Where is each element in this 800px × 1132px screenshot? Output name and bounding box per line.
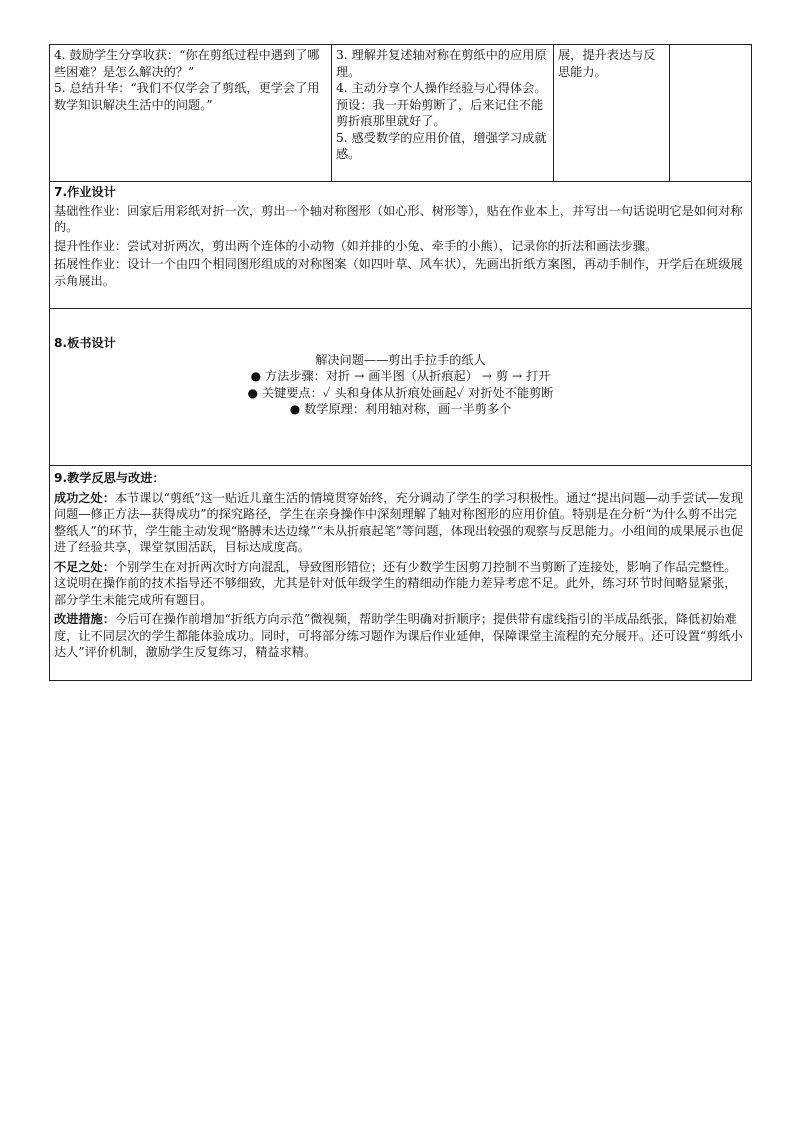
- design-intent-text: 展，提升表达与反思能力。: [558, 48, 656, 79]
- homework-row: [50, 182, 752, 309]
- reflection-title: 9.教学反思与改进：: [54, 471, 165, 485]
- board-heading: 解决问题——剪出手拉手的纸人: [315, 352, 486, 367]
- student-step-3: 3. 理解并复述轴对称在剪纸中的应用原理。: [336, 48, 547, 79]
- activity-row: [50, 45, 752, 182]
- reflection-weak: [54, 559, 747, 609]
- arrow-icon: →: [481, 369, 492, 383]
- method-step-1: 对折: [325, 369, 351, 383]
- weak-text: 个别学生在对折两次时方向混乱，导致图形错位；还有少数学生因剪刀控制不当剪断了连接处，影响了作品完整性。这说明在操作前的技术指导还不够细致，尤其是针对低年级学生的精细动作能力差异考虑不足。此外，练习环节时间略显紧张，部分学生未能完成所有题目。: [54, 559, 737, 607]
- board-cell: [50, 309, 752, 466]
- reflection-cell: [50, 466, 752, 681]
- lesson-table: [49, 44, 752, 681]
- keypoints-label: 关键要点：: [261, 385, 323, 400]
- bullet-icon: ●: [250, 369, 262, 383]
- design-intent-cell: [554, 45, 670, 182]
- check-icon: ✓: [456, 385, 465, 400]
- homework-improve: 提升性作业：尝试对折两次，剪出两个连体的小动物（如并排的小兔、牵手的小熊），记录你的折法和画法步骤。: [54, 238, 658, 253]
- arrow-icon: →: [354, 369, 365, 383]
- check-icon: ✓: [322, 385, 331, 400]
- student-preset: 预设：我一开始剪断了，后来记住不能剪折痕那里就好了。: [336, 97, 544, 128]
- keypoint-1: 头和身体从折痕处画起: [334, 385, 457, 400]
- lesson-plan-page: [49, 44, 751, 681]
- homework-extend: 拓展性作业：设计一个由四个相同图形组成的对称图案（如四叶草、风车状），先画出折纸方案图，再动手制作，开学后在班级展示角展出。: [54, 257, 743, 288]
- weak-label: 不足之处：: [54, 559, 115, 574]
- method-step-3: 剪: [495, 369, 509, 383]
- keypoint-2: 对折处不能剪断: [468, 385, 554, 400]
- homework-cell: [50, 182, 752, 309]
- method-label: 方法步骤：: [264, 369, 326, 383]
- notes-cell: [670, 45, 752, 182]
- reflection-row: [50, 466, 752, 681]
- reflection-success: [54, 490, 747, 556]
- success-label: 成功之处：: [54, 490, 115, 505]
- homework-basic: 基础性作业：回家后用彩纸对折一次，剪出一个轴对称图形（如心形、树形等），贴在作业本上，并写出一句话说明它是如何对称的。: [54, 203, 743, 234]
- board-row: [50, 309, 752, 466]
- teacher-step-4: 4. 鼓励学生分享收获：“你在剪纸过程中遇到了哪些困难？是怎么解决的？”: [54, 48, 320, 79]
- board-line-method: [54, 368, 747, 385]
- bullet-icon: ●: [289, 402, 301, 416]
- method-step-2: 画半图（从折痕起）: [368, 369, 478, 383]
- improve-text: 今后可在操作前增加“折纸方向示范”微视频，帮助学生明确对折顺序；提供带有虚线指引的半成品纸张，降低初始难度，让不同层次的学生都能体验成功。同时，可将部分练习题作为课后作业延伸，保障课堂主流程的充分展开。还可设置“剪纸小达人”评价机制，激励学生反复练习，精益求精。: [54, 612, 743, 659]
- bullet-icon: ●: [247, 385, 258, 400]
- board-content: [54, 352, 747, 418]
- principle-text: 数学原理：利用轴对称，画一半剪多个: [304, 402, 512, 416]
- student-step-5: 5. 感受数学的应用价值，增强学习成就感。: [336, 130, 547, 161]
- success-text: 本节课以“剪纸”这一贴近儿童生活的情境贯穿始终，充分调动了学生的学习积极性。通过“提出问题—动手尝试—发现问题—修正方法—获得成功”的探究路径，学生在亲身操作中深刻理解了轴对称图形的应用价值。特别是在分析“为什么剪不出完整纸人”的环节，学生能主动发现“胳膊未达边缘”“未从折痕起笔”等问题，体现出较强的观察与反思能力。小组间的成果展示也促进了经验共享，课堂氛围活跃，目标达成度高。: [54, 490, 744, 554]
- homework-title: 7.作业设计: [54, 185, 116, 199]
- student-activity-cell: [332, 45, 554, 182]
- method-step-4: 打开: [526, 369, 551, 383]
- board-line-keypoints: [54, 385, 747, 402]
- board-line-principle: [54, 401, 747, 418]
- reflection-improve: [54, 611, 747, 661]
- improve-label: 改进措施：: [54, 612, 115, 626]
- teacher-activity-cell: [50, 45, 332, 182]
- board-title: 8.板书设计: [54, 336, 116, 350]
- teacher-step-5: 5. 总结升华：“我们不仅学会了剪纸，更学会了用数学知识解决生活中的问题。”: [54, 81, 320, 112]
- arrow-icon: →: [511, 369, 523, 383]
- student-step-4: 4. 主动分享个人操作经验与心得体会。: [336, 81, 547, 95]
